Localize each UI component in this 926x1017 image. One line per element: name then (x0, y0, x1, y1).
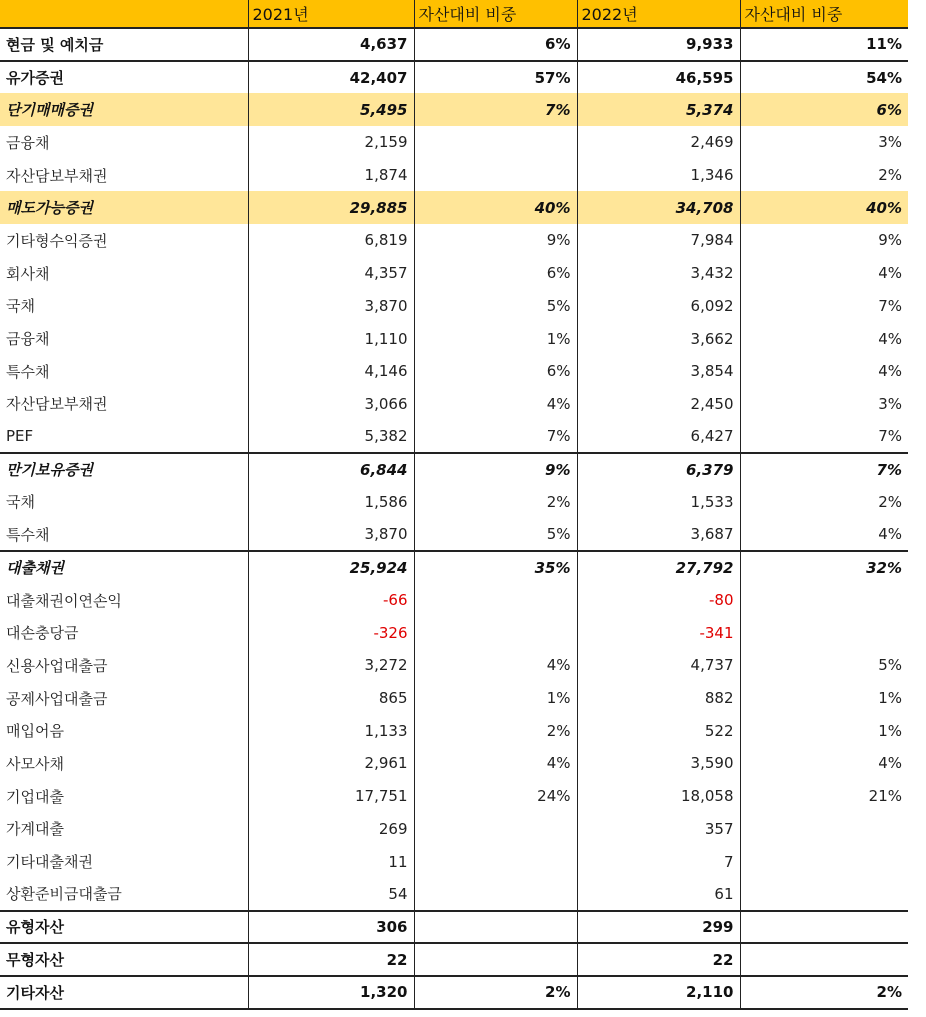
value-2022: 6,092 (577, 290, 740, 323)
header-2022: 2022년 (577, 0, 740, 28)
row-label: 단기매매증권 (0, 93, 248, 126)
ratio-2022 (740, 878, 908, 911)
row-label: 국채 (6, 297, 35, 316)
value-2022: 34,708 (577, 191, 740, 224)
ratio-2021 (414, 911, 577, 944)
value-2022: 3,432 (577, 257, 740, 290)
ratio-2022: 3% (740, 388, 908, 421)
header-ratio-2021: 자산대비 비중 (414, 0, 577, 28)
value-2022: 5,374 (577, 93, 740, 126)
table-row (0, 911, 908, 944)
ratio-2021: 2% (414, 486, 577, 519)
ratio-2022: 4% (740, 747, 908, 780)
table-row (0, 388, 908, 421)
value-2022: 18,058 (577, 780, 740, 813)
row-label: 매입어음 (6, 722, 64, 741)
row-label: 유형자산 (0, 911, 248, 944)
row-label: 국채 (6, 493, 35, 512)
row-label: 유가증권 (0, 61, 248, 94)
value-2022: 61 (577, 878, 740, 911)
row-label: 금융채 (6, 133, 50, 152)
ratio-2022 (740, 911, 908, 944)
ratio-2021 (414, 813, 577, 846)
value-2022: 7,984 (577, 224, 740, 257)
row-label: 기타형수익증권 (6, 231, 108, 250)
value-2021: 6,844 (248, 453, 414, 486)
ratio-2022: 32% (740, 551, 908, 584)
ratio-2021 (414, 616, 577, 649)
row-label: 기타대출채권 (6, 853, 93, 872)
table-row (0, 714, 908, 747)
table-row (0, 159, 908, 192)
row-label: 대출채권이연손익 (6, 591, 122, 610)
ratio-2022: 11% (740, 28, 908, 61)
value-2021: 1,586 (248, 486, 414, 519)
header-ratio-2022: 자산대비 비중 (740, 0, 908, 28)
value-2022: 3,687 (577, 518, 740, 551)
value-2021: 2,159 (248, 126, 414, 159)
ratio-2021 (414, 943, 577, 976)
ratio-2021: 6% (414, 355, 577, 388)
ratio-2022: 2% (740, 486, 908, 519)
value-2021: 3,870 (248, 290, 414, 323)
value-2021: 17,751 (248, 780, 414, 813)
table-row (0, 420, 908, 453)
value-2022: -80 (577, 584, 740, 617)
ratio-2021: 2% (414, 714, 577, 747)
row-label: 자산담보부채권 (6, 395, 108, 414)
ratio-2021 (414, 159, 577, 192)
row-label: 기타자산 (0, 976, 248, 1009)
ratio-2022: 4% (740, 322, 908, 355)
value-2022: 9,933 (577, 28, 740, 61)
row-label: 가계대출 (6, 820, 64, 839)
row-label: 특수채 (6, 525, 50, 544)
value-2022: 1,533 (577, 486, 740, 519)
row-label: 기업대출 (6, 787, 64, 806)
ratio-2021: 24% (414, 780, 577, 813)
ratio-2022: 5% (740, 649, 908, 682)
table-body (0, 28, 908, 1009)
value-2021: 11 (248, 845, 414, 878)
ratio-2021: 4% (414, 747, 577, 780)
table-row (0, 126, 908, 159)
ratio-2021: 9% (414, 453, 577, 486)
ratio-2021: 2% (414, 976, 577, 1009)
value-2022: 357 (577, 813, 740, 846)
ratio-2021: 1% (414, 682, 577, 715)
value-2022: 882 (577, 682, 740, 715)
value-2022: 3,854 (577, 355, 740, 388)
value-2022: 7 (577, 845, 740, 878)
table-row (0, 780, 908, 813)
ratio-2021 (414, 584, 577, 617)
row-label: 회사채 (6, 264, 50, 283)
table-row (0, 584, 908, 617)
value-2021: 1,874 (248, 159, 414, 192)
value-2021: 1,110 (248, 322, 414, 355)
value-2021: 42,407 (248, 61, 414, 94)
value-2022: 2,469 (577, 126, 740, 159)
value-2021: 865 (248, 682, 414, 715)
ratio-2022: 4% (740, 257, 908, 290)
value-2022: 6,427 (577, 420, 740, 453)
ratio-2022 (740, 813, 908, 846)
value-2021: 5,382 (248, 420, 414, 453)
value-2022: 22 (577, 943, 740, 976)
value-2022: 3,662 (577, 322, 740, 355)
value-2021: 4,146 (248, 355, 414, 388)
header-2021: 2021년 (248, 0, 414, 28)
ratio-2022: 1% (740, 714, 908, 747)
value-2022: 1,346 (577, 159, 740, 192)
ratio-2021: 7% (414, 93, 577, 126)
row-label: PEF (6, 427, 34, 446)
ratio-2021: 4% (414, 388, 577, 421)
table-row (0, 518, 908, 551)
table-row (0, 28, 908, 61)
table-row (0, 878, 908, 911)
row-label: 특수채 (6, 362, 50, 381)
ratio-2022: 7% (740, 290, 908, 323)
ratio-2021: 5% (414, 518, 577, 551)
row-label: 공제사업대출금 (6, 689, 108, 708)
header-blank-cell (0, 0, 248, 28)
table-row (0, 61, 908, 94)
table-row (0, 486, 908, 519)
value-2022: 2,450 (577, 388, 740, 421)
table-row (0, 257, 908, 290)
table-row (0, 224, 908, 257)
table-row (0, 747, 908, 780)
row-label: 대출채권 (0, 551, 248, 584)
table-row (0, 93, 908, 126)
row-label: 신용사업대출금 (6, 656, 108, 675)
value-2021: 29,885 (248, 191, 414, 224)
ratio-2021: 6% (414, 257, 577, 290)
row-label: 사모사채 (6, 754, 64, 773)
row-label: 자산담보부채권 (6, 166, 108, 185)
value-2021: 1,133 (248, 714, 414, 747)
ratio-2021: 1% (414, 322, 577, 355)
row-label: 매도가능증권 (0, 191, 248, 224)
table-row (0, 290, 908, 323)
value-2021: 3,066 (248, 388, 414, 421)
table-row (0, 813, 908, 846)
table-row (0, 845, 908, 878)
ratio-2022: 54% (740, 61, 908, 94)
value-2021: 5,495 (248, 93, 414, 126)
table-row (0, 322, 908, 355)
ratio-2022: 4% (740, 355, 908, 388)
value-2022: 522 (577, 714, 740, 747)
ratio-2021: 40% (414, 191, 577, 224)
table-row (0, 649, 908, 682)
table-row (0, 682, 908, 715)
table-row (0, 453, 908, 486)
row-label: 현금 및 예치금 (6, 35, 104, 54)
value-2021: 3,870 (248, 518, 414, 551)
value-2021: 54 (248, 878, 414, 911)
value-2021: 306 (248, 911, 414, 944)
value-2021: 4,357 (248, 257, 414, 290)
ratio-2021: 6% (414, 28, 577, 61)
value-2022: 46,595 (577, 61, 740, 94)
ratio-2022: 2% (740, 976, 908, 1009)
header-row (0, 0, 908, 28)
ratio-2022: 40% (740, 191, 908, 224)
ratio-2022: 2% (740, 159, 908, 192)
ratio-2022: 21% (740, 780, 908, 813)
value-2022: 3,590 (577, 747, 740, 780)
ratio-2022 (740, 943, 908, 976)
table-row (0, 191, 908, 224)
value-2021: 269 (248, 813, 414, 846)
row-label: 만기보유증권 (0, 453, 248, 486)
value-2021: 25,924 (248, 551, 414, 584)
ratio-2022: 3% (740, 126, 908, 159)
table-row (0, 943, 908, 976)
ratio-2022 (740, 616, 908, 649)
ratio-2021: 35% (414, 551, 577, 584)
ratio-2022 (740, 584, 908, 617)
value-2022: 4,737 (577, 649, 740, 682)
value-2022: 27,792 (577, 551, 740, 584)
ratio-2022: 1% (740, 682, 908, 715)
ratio-2021: 57% (414, 61, 577, 94)
row-label: 상환준비금대출금 (6, 885, 122, 904)
value-2022: -341 (577, 616, 740, 649)
value-2021: 3,272 (248, 649, 414, 682)
ratio-2021: 7% (414, 420, 577, 453)
value-2021: 2,961 (248, 747, 414, 780)
ratio-2021 (414, 878, 577, 911)
ratio-2022: 7% (740, 420, 908, 453)
value-2021: 1,320 (248, 976, 414, 1009)
table-row (0, 355, 908, 388)
ratio-2022: 6% (740, 93, 908, 126)
table-row (0, 551, 908, 584)
ratio-2022: 9% (740, 224, 908, 257)
row-label: 대손충당금 (6, 624, 79, 643)
ratio-2022 (740, 845, 908, 878)
ratio-2021: 9% (414, 224, 577, 257)
value-2021: 6,819 (248, 224, 414, 257)
table-row (0, 976, 908, 1009)
ratio-2021: 5% (414, 290, 577, 323)
row-label: 무형자산 (0, 943, 248, 976)
value-2021: 4,637 (248, 28, 414, 61)
ratio-2022: 7% (740, 453, 908, 486)
ratio-2021: 4% (414, 649, 577, 682)
ratio-2022: 4% (740, 518, 908, 551)
value-2022: 2,110 (577, 976, 740, 1009)
value-2021: -66 (248, 584, 414, 617)
row-label: 금융채 (6, 330, 50, 349)
table-row (0, 616, 908, 649)
value-2021: -326 (248, 616, 414, 649)
value-2022: 6,379 (577, 453, 740, 486)
value-2021: 22 (248, 943, 414, 976)
value-2022: 299 (577, 911, 740, 944)
ratio-2021 (414, 845, 577, 878)
ratio-2021 (414, 126, 577, 159)
